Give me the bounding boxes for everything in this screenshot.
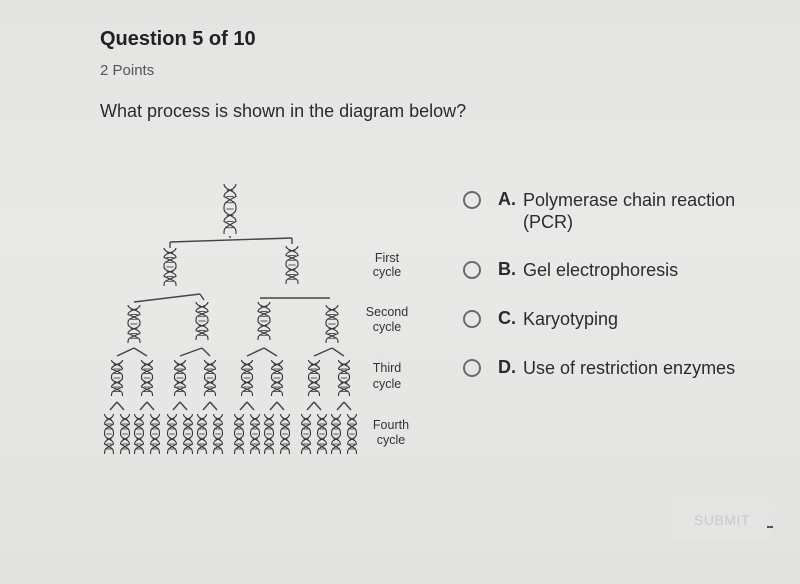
radio-icon[interactable] — [463, 191, 481, 209]
dna-helix-icon — [142, 360, 153, 396]
question-number: Question 5 of 10 — [100, 28, 256, 50]
branch-line — [147, 402, 154, 410]
branch-line — [210, 402, 217, 410]
dna-helix-icon — [128, 305, 140, 343]
divider — [767, 526, 773, 528]
option-text: Polymerase chain reaction (PCR) — [523, 190, 736, 232]
branch-line — [117, 348, 134, 356]
branch-line — [173, 402, 180, 410]
dna-helix-icon — [286, 246, 298, 284]
dna-helix-icon — [309, 360, 320, 396]
dna-helix-icon — [121, 414, 130, 454]
cycle-label-line2: cycle — [372, 377, 402, 391]
option-text: Karyotyping — [523, 309, 619, 329]
option-letter: D. — [498, 357, 516, 377]
dna-helix-icon — [302, 414, 311, 454]
branch-line — [180, 402, 187, 410]
cycle-label-line1: Fourth — [372, 418, 410, 432]
dna-helix-icon — [339, 360, 350, 396]
branch-line — [344, 402, 351, 410]
branch-line — [332, 348, 344, 356]
dna-helix-icon — [196, 302, 208, 340]
option-text: Use of restriction enzymes — [523, 358, 736, 378]
branch-line — [203, 402, 210, 410]
branch-line — [202, 348, 210, 356]
option-letter: B. — [498, 259, 516, 279]
pcr-diagram — [92, 180, 422, 465]
dna-helix-icon — [164, 248, 176, 286]
option-text: Gel electrophoresis — [523, 260, 679, 280]
cycle-label-line1: Third — [372, 361, 402, 375]
radio-icon[interactable] — [463, 359, 481, 377]
dna-helix-icon — [205, 360, 216, 396]
branch-line — [117, 402, 124, 410]
cycle-label-line2: cycle — [372, 320, 402, 334]
cycle-label-line1: First — [374, 251, 400, 265]
dna-helix-icon — [175, 360, 186, 396]
dna-helix-icon — [318, 414, 327, 454]
branch-line — [140, 402, 147, 410]
option-b[interactable] — [463, 259, 758, 281]
branch-line — [247, 402, 254, 410]
option-d[interactable] — [463, 357, 758, 379]
branch-line — [314, 402, 321, 410]
question-points: 2 Points — [100, 62, 155, 79]
dna-helix-icon — [214, 414, 223, 454]
branch-line — [200, 294, 204, 300]
branch-line — [314, 348, 332, 356]
dna-helix-icon — [242, 360, 253, 396]
dna-helix-icon — [135, 414, 144, 454]
radio-icon[interactable] — [463, 310, 481, 328]
dna-helix-icon — [168, 414, 177, 454]
dna-helix-icon — [235, 414, 244, 454]
dna-helix-icon — [112, 360, 123, 396]
branch-line — [307, 402, 314, 410]
dna-helix-icon — [265, 414, 274, 454]
branch-line — [170, 238, 292, 242]
dna-helix-icon — [251, 414, 260, 454]
question-text: What process is shown in the diagram below? — [100, 101, 467, 121]
dna-amplification-figure — [92, 180, 422, 465]
dna-helix-icon — [151, 414, 160, 454]
branch-line — [264, 348, 277, 356]
dna-helix-icon — [184, 414, 193, 454]
dna-helix-icon — [198, 414, 207, 454]
option-c[interactable] — [463, 308, 758, 330]
branch-line — [180, 348, 202, 356]
dna-helix-icon — [272, 360, 283, 396]
cycle-label-line2: cycle — [376, 433, 406, 447]
branch-line — [110, 402, 117, 410]
dna-helix-icon — [326, 305, 338, 343]
branch-line — [277, 402, 284, 410]
cycle-label-line1: Second — [365, 305, 409, 319]
dna-helix-icon — [105, 414, 114, 454]
cycle-label-line2: cycle — [372, 265, 402, 279]
branch-line — [134, 348, 147, 356]
branch-line — [240, 402, 247, 410]
dna-helix-icon — [281, 414, 290, 454]
branch-line — [270, 402, 277, 410]
option-letter: A. — [498, 189, 516, 209]
dna-helix-icon — [332, 414, 341, 454]
dna-helix-icon — [348, 414, 357, 454]
option-letter: C. — [498, 308, 516, 328]
dna-helix-icon — [224, 184, 236, 234]
dna-helix-icon — [258, 302, 270, 340]
radio-icon[interactable] — [463, 261, 481, 279]
submit-button[interactable]: SUBMIT — [673, 500, 771, 540]
branch-line — [134, 294, 200, 302]
option-a[interactable] — [463, 189, 758, 233]
branch-line — [337, 402, 344, 410]
branch-line — [247, 348, 264, 356]
